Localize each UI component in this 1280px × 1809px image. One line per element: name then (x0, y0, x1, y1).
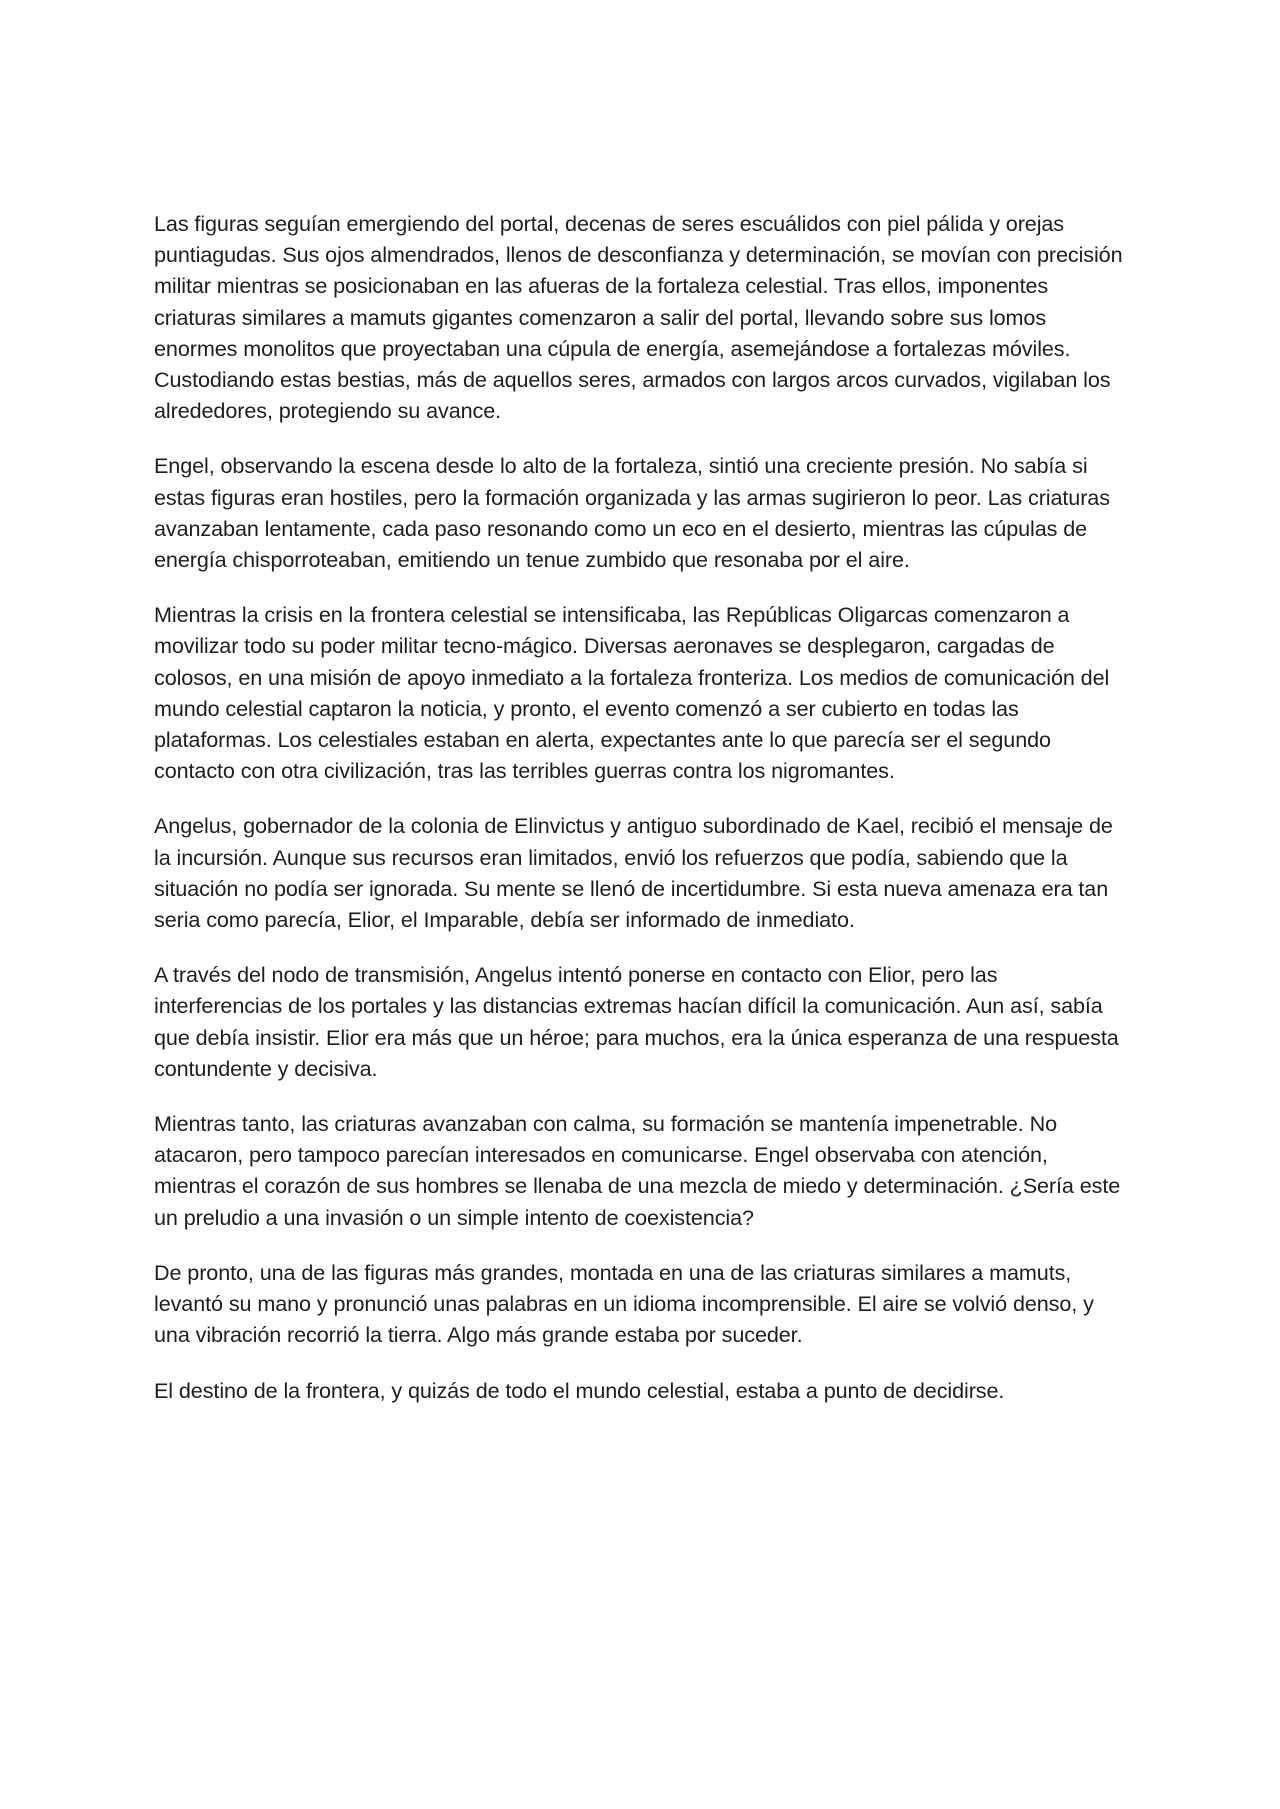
paragraph-2: Engel, observando la escena desde lo alto de la fortaleza, sintió una creciente presión. No sabía si estas figuras eran hostiles, pero la formación organizada y las armas sugirieron lo peor. Las criaturas avanzaban lentamente, cada paso resonando como un eco en el desierto, mientras las cúpulas de energía chisporroteaban, emitiendo un tenue zumbido que resonaba por el aire. (154, 453, 1110, 573)
paragraph-5: A través del nodo de transmisión, Angelus intentó ponerse en contacto con Elior, pero las interferencias de los portales y las distancias extremas hacían difícil la comunicación. Aun así, sabía que debía insistir. Elior era más que un héroe; para muchos, era la única esperanza de una respuesta contundente y decisiva. (154, 962, 1119, 1081)
paragraph-7: De pronto, una de las figuras más grandes, montada en una de las criaturas similares a mamuts, levantó su mano y pronunció unas palabras en un idioma incomprensible. El aire se volvió denso, y una vibración recorrió la tierra. Algo más grande estaba por suceder. (154, 1259, 1094, 1348)
paragraph-4: Angelus, gobernador de la colonia de Elinvictus y antiguo subordinado de Kael, recibió el mensaje de la incursión. Aunque sus recursos eran limitados, envió los refuerzos que podía, sabiendo que la situación no podía ser ignorada. Su mente se llenó de incertidumbre. Si esta nueva amenaza era tan seria como parecía, Elior, el Imparable, debía ser informado de inmediato. (154, 813, 1113, 933)
paragraph-3: Mientras la crisis en la frontera celestial se intensificaba, las Repúblicas Oligarcas comenzaron a movilizar todo su poder militar tecno-mágico. Diversas aeronaves se desplegaron, cargadas de colosos, en una misión de apoyo inmediato a la fortaleza fronteriza. Los medios de comunicación del mundo celestial captaron la noticia, y pronto, el evento comenzó a ser cubierto en todas las plataformas. Los celestiales estaban en alerta, expectantes ante lo que parecía ser el segundo contacto con otra civilización, tras las terribles guerras contra los nigromantes. (154, 602, 1110, 784)
document-body (154, 208, 1129, 1430)
paragraph-1: Las figuras seguían emergiendo del portal, decenas de seres escuálidos con piel pálida y orejas puntiagudas. Sus ojos almendrados, llenos de desconfianza y determinación, se movían con precisión militar mientras se posicionaban en las afueras de la fortaleza celestial. Tras ellos, imponentes criaturas similares a mamuts gigantes comenzaron a salir del portal, llevando sobre sus lomos enormes monolitos que proyectaban una cúpula de energía, asemejándose a fortalezas móviles. Custodiando estas bestias, más de aquellos seres, armados con largos arcos curvados, vigilaban los alrededores, protegiendo su avance. (154, 211, 1123, 424)
paragraph-8: El destino de la frontera, y quizás de todo el mundo celestial, estaba a punto de decidirse. (154, 1377, 1005, 1403)
paragraph-6: Mientras tanto, las criaturas avanzaban con calma, su formación se mantenía impenetrable. No atacaron, pero tampoco parecían interesados en comunicarse. Engel observaba con atención, mientras el corazón de sus hombres se llenaba de una mezcla de miedo y determinación. ¿Sería este un preludio a una invasión o un simple intento de coexistencia? (154, 1111, 1121, 1230)
